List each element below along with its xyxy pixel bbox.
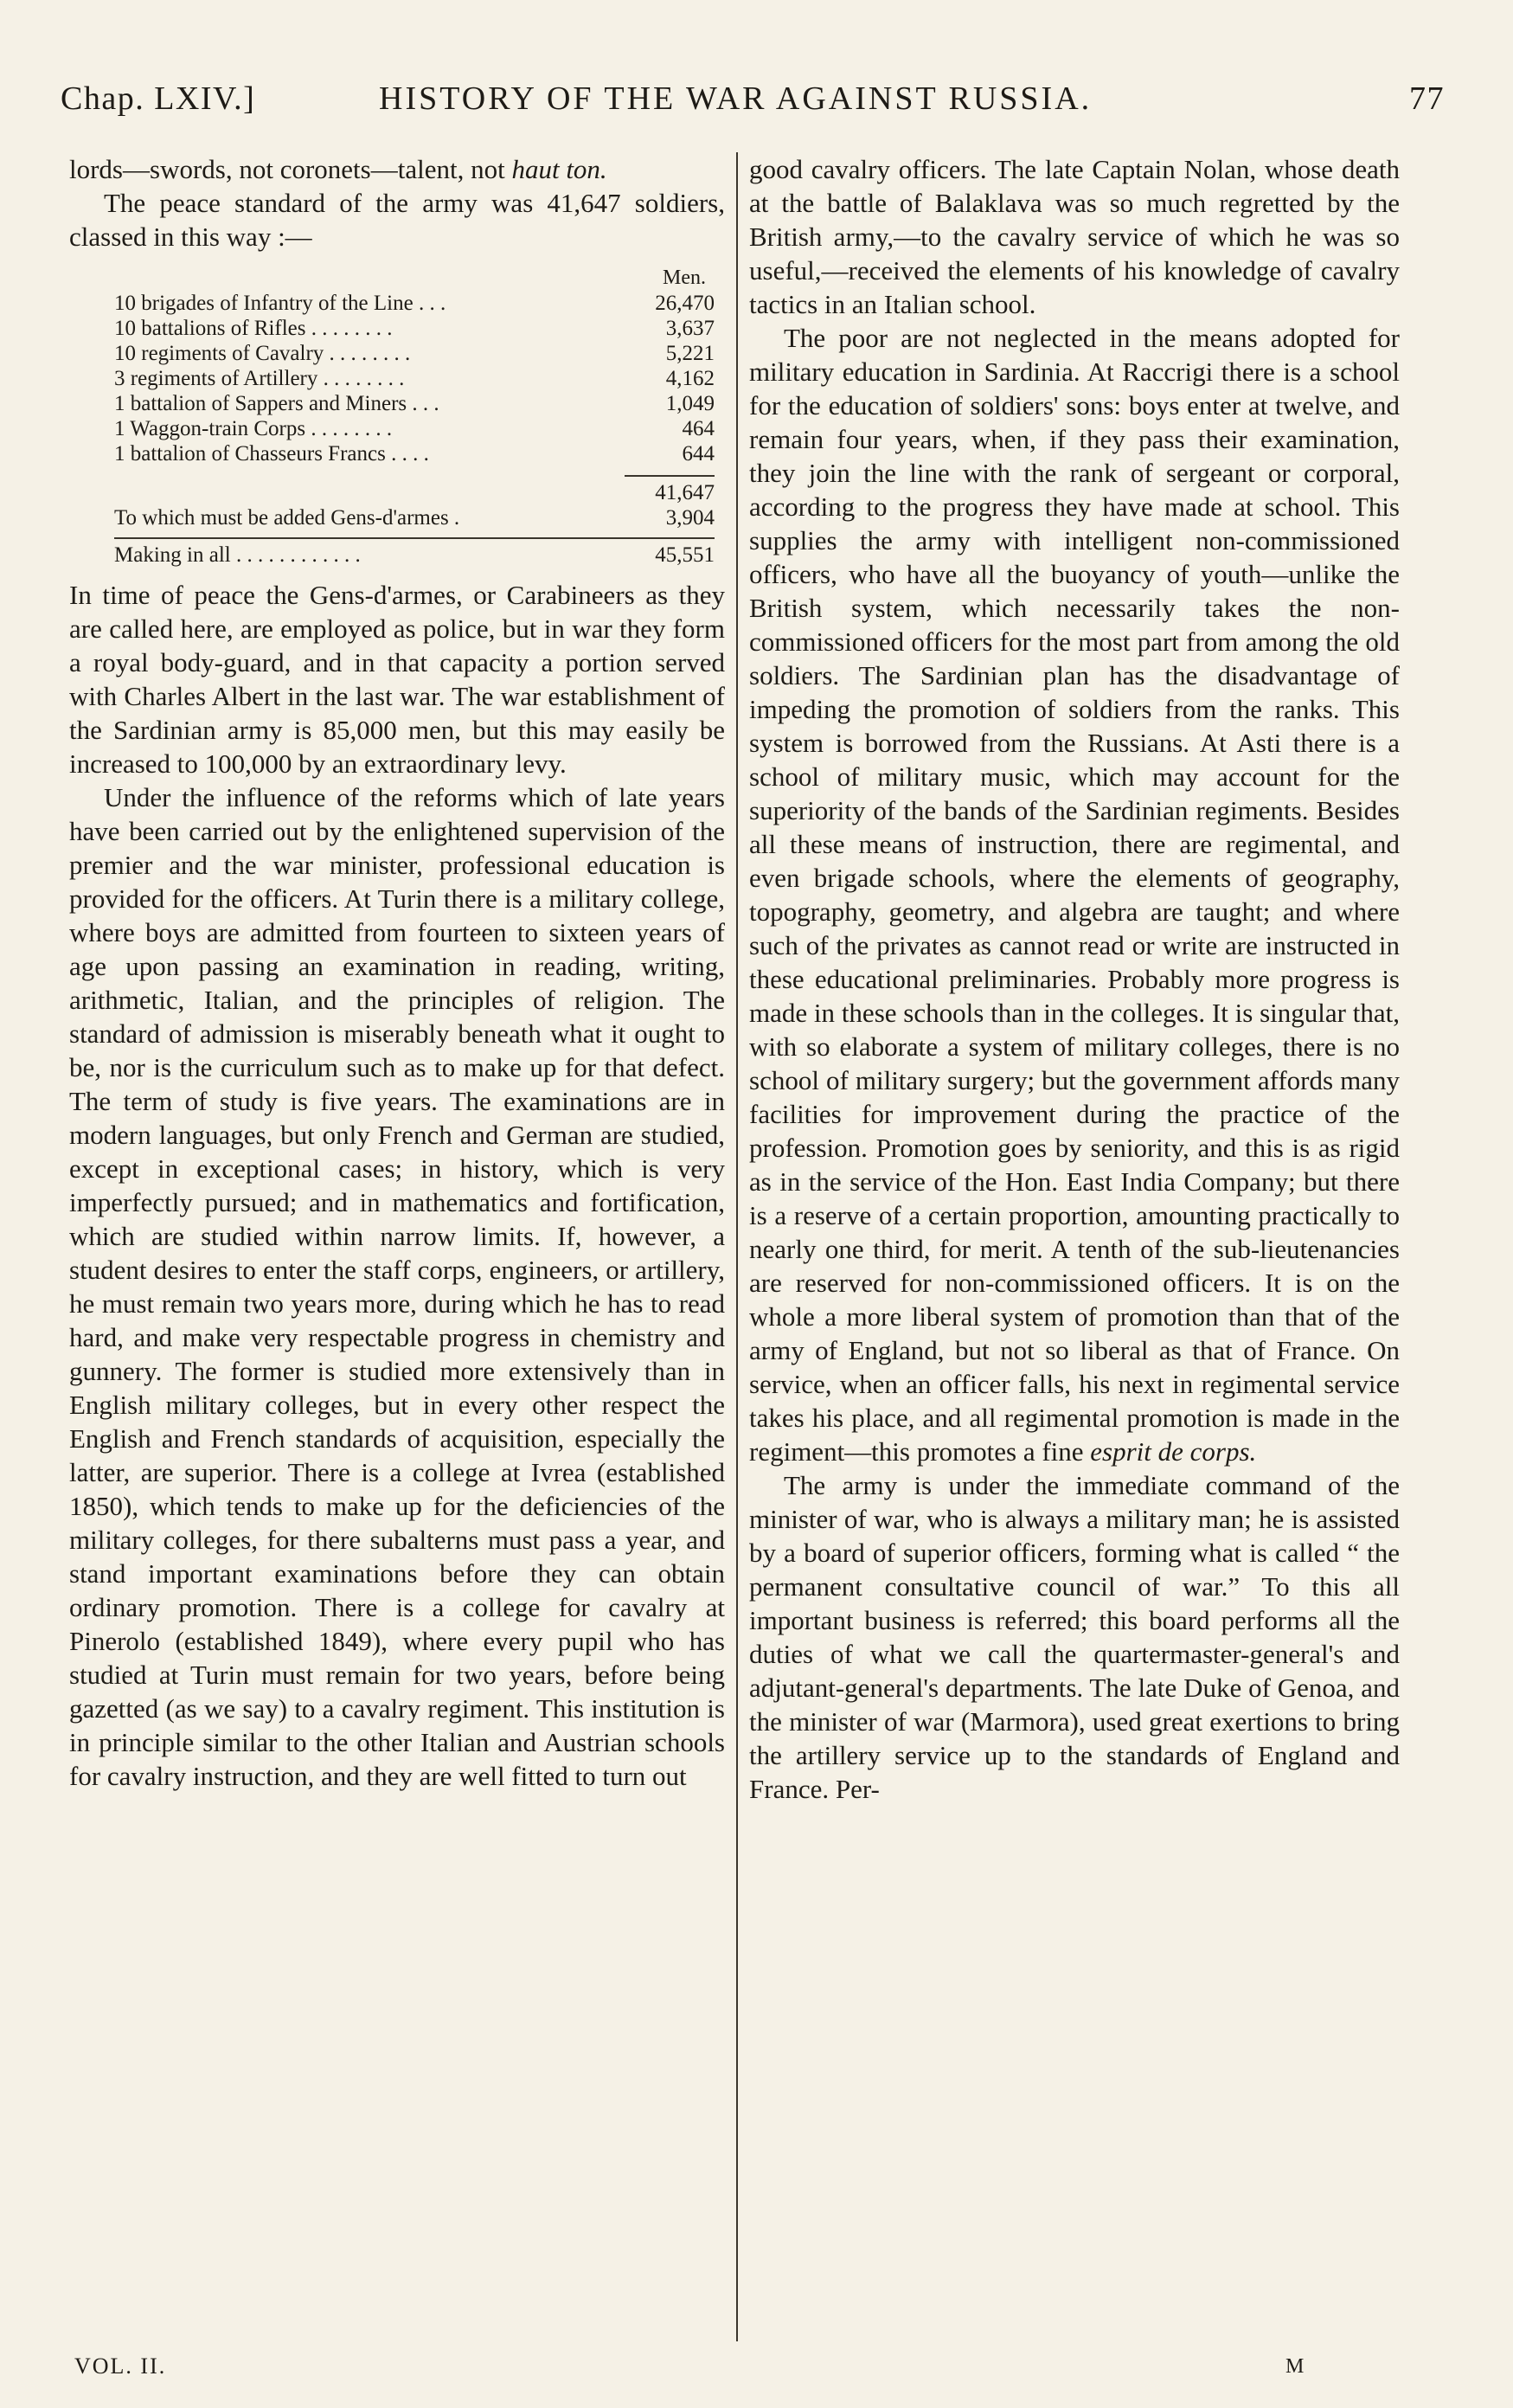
table-row [69,391,725,416]
table-row-value: 45,551 [655,543,715,567]
italic-phrase: haut ton. [511,154,607,184]
table-row-value: 3,637 [665,317,715,340]
paragraph [749,321,1400,1468]
table-row-label: To which must be added Gens-d'armes . [114,506,460,530]
column-divider [736,152,738,2341]
table-row-label: 3 regiments of Artillery . . . . . . . . [114,367,405,390]
table-row [69,366,725,391]
paragraph: good cavalry officers. The late Captain Nolan, whose death at the battle of Balaklava was so much regretted by the British army,—to the cavalry service of which he was so useful,—received the elements of his knowledge of cavalry tactics in an Italian school. [749,154,1400,319]
paragraph [69,152,725,186]
table-row-total [69,543,725,568]
table-row [69,341,725,366]
table-row-value: 4,162 [665,367,715,390]
running-head [61,80,1445,132]
table-subtotal: 41,647 [655,481,715,504]
volume-label: VOL. II. [74,2353,167,2379]
running-title: HISTORY OF THE WAR AGAINST RUSSIA. [379,80,1093,117]
paragraph: In time of peace the Gens-d'armes, or Carabineers as they are called here, are employed as police, but in war they form a royal body-guard, and in that capacity a portion served with Charles Albert in the last war. The war establishment of the Sardinian army is 85,000 men, but this may easily be increased to 100,000 by an extraordinary levy. [69,580,725,779]
page-number: 77 [1409,80,1445,117]
paragraph-text: The poor are not neglected in the means adopted for military education in Sardinia. At Raccrigi there is a school for the education of soldiers' sons: boys enter at twelve, and remain four years, when, if they pass their examination, they join the line with the rank of sergeant or corporal, according to the progress they have made at school. This supplies the army with intelligent non-commissioned officers, who have all the buoyancy of youth—unlike the British system, which necessarily takes the non-commissioned officers for the most part from among the old soldiers. The Sardinian plan has the disadvantage of impeding the promotion of soldiers from the ranks. This system is borrowed from the Russians. At Asti there is a school of military music, which may account for the superiority of the bands of the Sardinian regiments. Besides all these means of instruction, there are regimental, and even brigade schools, where the elements of geography, topography, geometry, and algebra are taught; and where such of the privates as cannot read or write are instructed in these educational preliminaries. Probably more progress is made in these schools than in the colleges. It is singular that, with so elaborate a system of military colleges, there is no school of military surgery; but the government affords many facilities for improvement during the practice of the profession. Promotion goes by seniority, and this is as rigid as in the service of the Hon. East India Company; but there is a reserve of a certain proportion, amounting practically to nearly one third, for merit. A tenth of the sub-lieutenancies are reserved for non-commissioned officers. It is on the whole a more liberal system of promotion than that of the army of England, but not so liberal as that of France. On service, when an officer falls, his next in regimental service takes his place, and all regimental promotion is made in the regiment—this promotes a fine [749,323,1400,1467]
army-strength-table [69,266,725,568]
table-row-value: 464 [682,417,715,440]
paragraph: Under the influence of the reforms which of late years have been carried out by the enlightened supervision of the premier and the war minister, professional education is provided for the officers. At Turin there is a military college, where boys are admitted from fourteen to sixteen years of age upon passing an examination in reading, writing, arithmetic, Italian, and the principles of religion. The standard of admission is miserably beneath what it ought to be, nor is the curriculum such as to make up for that defect. The term of study is five years. The examinations are in modern languages, but only French and German are studied, except in exceptional cases; in history, which is very imperfectly pursued; and in mathematics and fortification, which are studied within narrow limits. If, however, a student desires to enter the staff corps, engineers, or artillery, he must remain two years more, during which he has to read hard, and make very respectable progress in chemistry and gunnery. The former is studied more extensively than in English military colleges, but in every other respect the English and French standards of acquisition, especially the latter, are superior. There is a college at Ivrea (established 1850), which tends to make up for the deficiencies of the military colleges, for there subalterns must pass a year, and stand important examinations before they can obtain ordinary promotion. There is a college for cavalry at Pinerolo (established 1849), where every pupil who has studied at Turin must remain for two years, before being gazetted (as we say) to a cavalry regiment. This institution is in principle similar to the other Italian and Austrian schools for cavalry instruction, and they are well fitted to turn out [69,782,725,1791]
paragraph: The army is under the immediate command of the minister of war, who is always a military man; he is assisted by a board of superior officers, forming what is called “ the permanent consultative council of war.” To this all important business is referred; this board performs all the duties of what we call the quartermaster-general's and adjutant-general's departments. The late Duke of Genoa, and the minister of war (Marmora), used great exertions to bring the artillery service up to the standards of England and France. Per- [749,1470,1400,1804]
table-row-label: Making in all . . . . . . . . . . . . [114,543,361,567]
total-rule [114,537,715,539]
table-row-value: 1,049 [665,392,715,415]
table-row-added [69,505,725,530]
table-row [69,316,725,341]
chapter-label: Chap. LXIV.] [61,80,256,117]
left-column [69,152,725,1793]
subtotal-rule [625,475,715,477]
table-unit-header: Men. [663,266,706,289]
table-row-value: 26,470 [655,292,715,315]
table-row-label: 1 battalion of Chasseurs Francs . . . . [114,442,429,466]
table-row [69,441,725,466]
table-row-value: 5,221 [665,342,715,365]
signature-mark: M [1285,2355,1305,2378]
table-row-value: 644 [682,442,715,466]
table-row-label: 1 battalion of Sappers and Miners . . . [114,392,439,415]
table-row-value: 3,904 [665,506,715,530]
table-row [69,416,725,441]
italic-phrase: esprit de corps. [1090,1436,1257,1467]
table-row [69,291,725,316]
paragraph-text: lords—swords, not coronets—talent, not [69,154,512,184]
paragraph: The peace standard of the army was 41,647 soldiers, classed in this way :— [69,188,725,252]
table-row-label: 10 brigades of Infantry of the Line . . . [114,292,446,315]
table-row-label: 10 battalions of Rifles . . . . . . . . [114,317,393,340]
table-row-label: 10 regiments of Cavalry . . . . . . . . [114,342,411,365]
right-column [749,152,1400,1806]
table-row-label: 1 Waggon-train Corps . . . . . . . . [114,417,393,440]
